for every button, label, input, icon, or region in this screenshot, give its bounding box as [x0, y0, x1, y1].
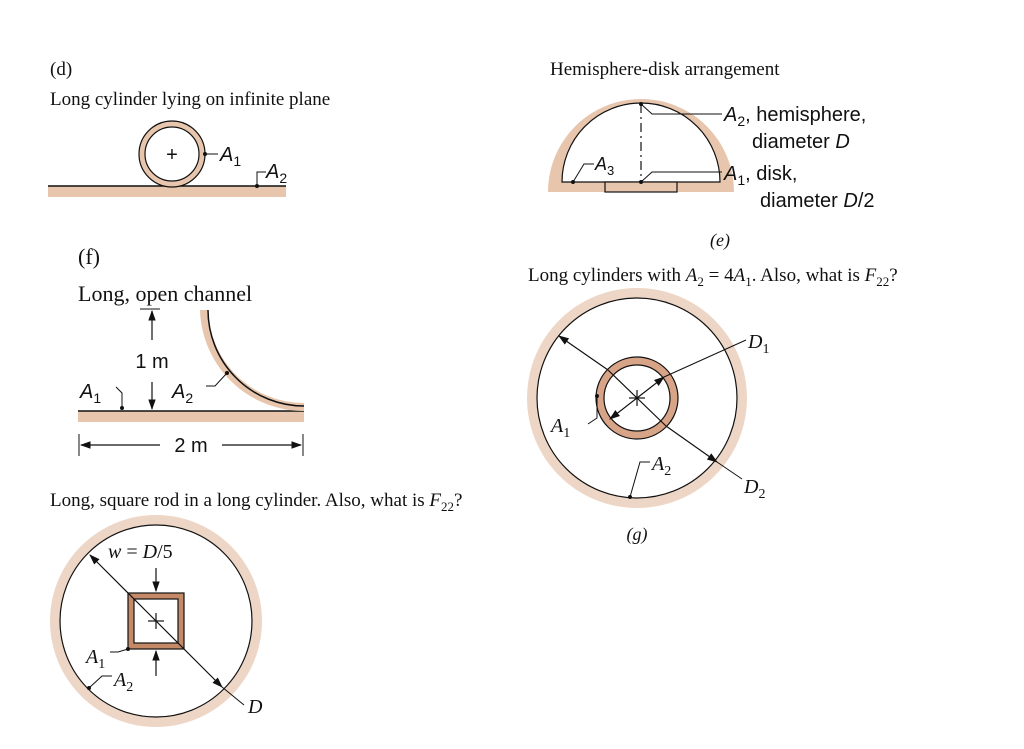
- disk-label: $A_1$, disk,: [724, 163, 798, 188]
- channel-a1-label: $A_1$: [80, 381, 102, 406]
- panel-f-figure: [78, 309, 304, 457]
- inner-diameter-label: $D_1$: [748, 331, 770, 357]
- panel-d-title: Long cylinder lying on infinite plane: [50, 89, 331, 110]
- hemisphere-diameter: diameter D: [752, 131, 850, 153]
- panel-f-title: Long, open channel: [78, 281, 253, 306]
- height-dimension: 1 m: [135, 351, 169, 373]
- panel-e-title: Hemisphere-disk arrangement: [550, 59, 780, 80]
- channel-wall: [200, 310, 304, 411]
- panel-e-caption: (e): [710, 230, 730, 250]
- panel-h-figure: [50, 515, 263, 727]
- channel-a2-label: $A_2$: [172, 381, 194, 406]
- rod-width-label: w = D/5: [108, 541, 173, 563]
- inner-a1-label: $A_1$: [551, 415, 571, 441]
- panel-g-title: Long cylinders with $A_2 = 4A_1$. Also, what is $F_{22}$?: [528, 265, 898, 289]
- cylinder-a2-label: $A_2$: [114, 669, 134, 695]
- rod-a1-label: $A_1$: [86, 646, 106, 672]
- surface-a2-label: $A_2$: [266, 161, 288, 186]
- panel-f-label: (f): [78, 244, 100, 269]
- center-mark: +: [166, 144, 178, 166]
- panel-g-figure: [527, 288, 769, 545]
- hemisphere-label: $A_2$, hemisphere,: [724, 104, 867, 129]
- panel-d-figure: [48, 121, 287, 197]
- disk-diameter: diameter D/2: [760, 190, 875, 212]
- cylinder-diameter-label: D: [248, 696, 263, 718]
- infinite-plane: [48, 186, 286, 197]
- width-dimension: 2 m: [174, 435, 208, 457]
- panel-g-caption: (g): [626, 524, 648, 544]
- outer-a2-label: $A_2$: [652, 453, 672, 479]
- surface-a1-label: $A_1$: [220, 144, 242, 169]
- panel-d-label: (d): [50, 59, 73, 80]
- panel-e-figure: [548, 99, 875, 251]
- outer-diameter-label: $D_2$: [744, 476, 766, 502]
- surface-a3-label: $A_3$: [595, 154, 615, 178]
- channel-floor: [78, 411, 304, 422]
- panel-h-title: Long, square rod in a long cylinder. Also, what is $F_{22}$?: [50, 490, 463, 514]
